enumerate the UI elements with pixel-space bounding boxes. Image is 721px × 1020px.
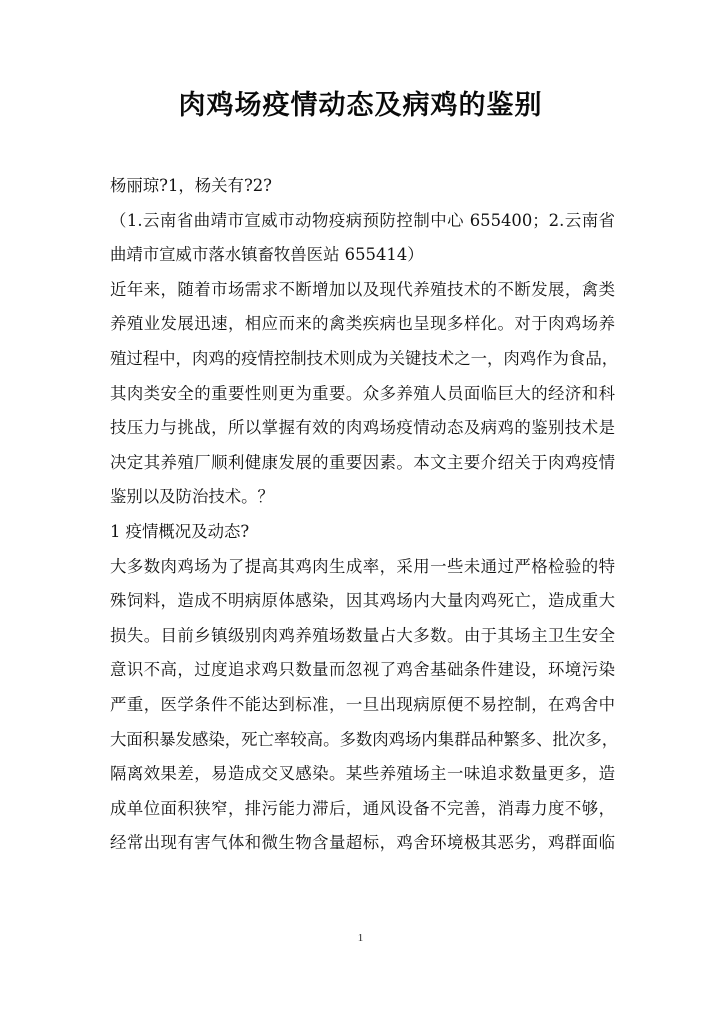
section-paragraph-line: 意识不高，过度追求鸡只数量而忽视了鸡舍基础条件建设，环境污染 — [110, 660, 615, 680]
section-paragraph-line: 严重，医学条件不能达到标准，一旦出现病原便不易控制，在鸡舍中 — [110, 694, 615, 714]
affiliation-line: 曲靖市宣威市落水镇畜牧兽医站 655414） — [110, 245, 424, 265]
section-paragraph-line: 隔离效果差，易造成交叉感染。某些养殖场主一味追求数量更多，造 — [110, 764, 615, 784]
intro-paragraph-line: 技压力与挑战，所以掌握有效的肉鸡场疫情动态及病鸡的鉴别技术是 — [110, 418, 615, 438]
page-number: 1 — [357, 932, 364, 944]
intro-paragraph-line: 殖过程中，肉鸡的疫情控制技术则成为关键技术之一，肉鸡作为食品， — [110, 348, 619, 368]
section-paragraph-line: 殊饲料，造成不明病原体感染，因其鸡场内大量肉鸡死亡，造成重大 — [110, 591, 615, 611]
section-paragraph-line: 大多数肉鸡场为了提高其鸡肉生成率，采用一些未通过严格检验的特 — [110, 556, 615, 576]
affiliation-line: （1.云南省曲靖市宣威市动物疫病预防控制中心 655400；2.云南省 — [110, 210, 615, 230]
section-paragraph-line: 经常出现有害气体和微生物含量超标，鸡舍环境极其恶劣，鸡群面临 — [110, 833, 615, 853]
section-paragraph-line: 大面积暴发感染，死亡率较高。多数肉鸡场内集群品种繁多、批次多， — [110, 729, 619, 749]
section-paragraph-line: 成单位面积狭窄，排污能力滞后，通风设备不完善，消毒力度不够， — [110, 798, 615, 818]
intro-paragraph-line: 其肉类安全的重要性则更为重要。众多养殖人员面临巨大的经济和科 — [110, 383, 615, 403]
section-paragraph-line: 损失。目前乡镇级别肉鸡养殖场数量占大多数。由于其场主卫生安全 — [110, 625, 615, 645]
document-body — [110, 169, 619, 861]
intro-paragraph-line: 鉴别以及防治技术。？ — [110, 487, 274, 507]
document-title: 肉鸡场疫情动态及病鸡的鉴别 — [178, 90, 543, 121]
intro-paragraph-line: 养殖业发展迅速，相应而来的禽类疾病也呈现多样化。对于肉鸡场养 — [110, 314, 615, 334]
section-heading: 1 疫情概况及动态? — [110, 521, 250, 541]
intro-paragraph-line: 近年来，随着市场需求不断增加以及现代养殖技术的不断发展，禽类 — [110, 279, 615, 299]
author-line: 杨丽琼?1，杨关有?2? — [110, 176, 272, 195]
intro-paragraph-line: 决定其养殖厂顺利健康发展的重要因素。本文主要介绍关于肉鸡疫情 — [110, 452, 615, 472]
